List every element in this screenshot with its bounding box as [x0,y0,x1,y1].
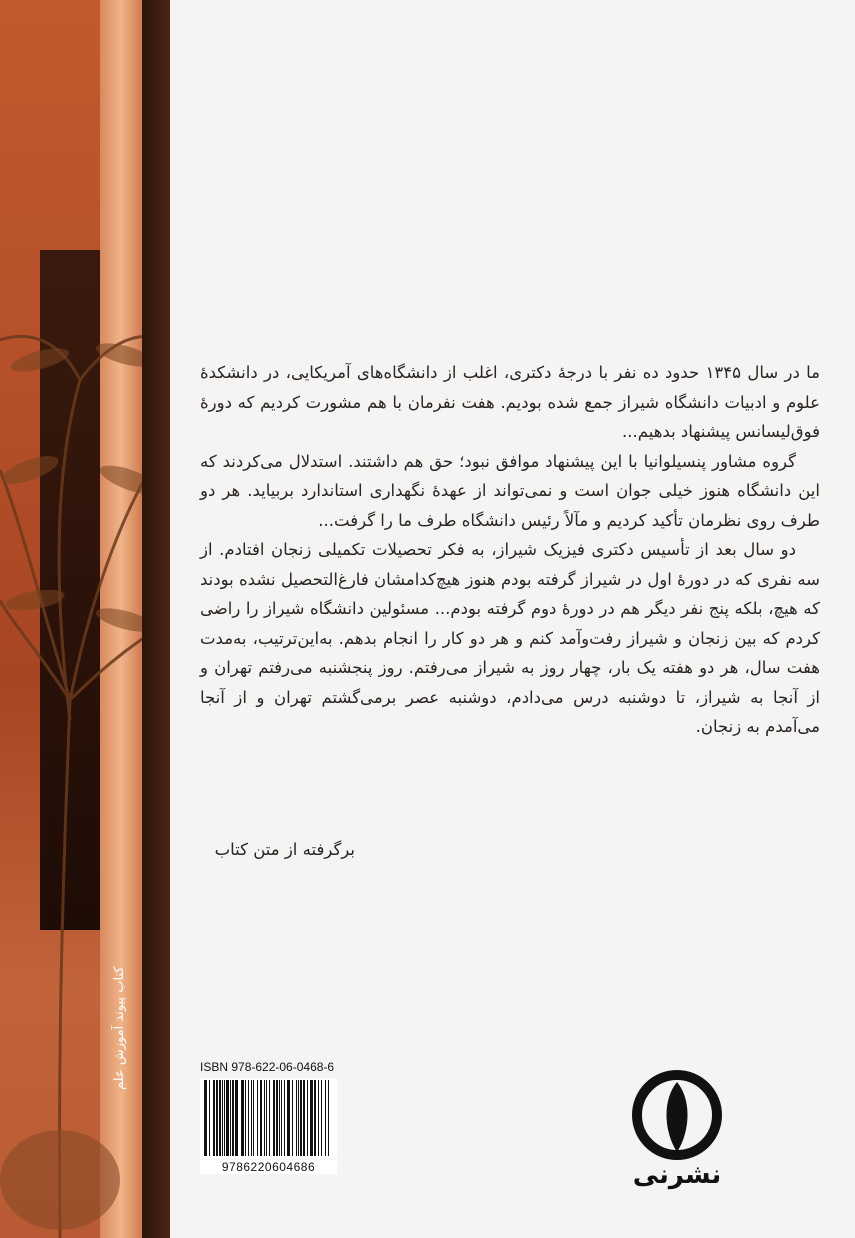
blurb-text [200,358,820,742]
barcode-bar [219,1080,221,1156]
publisher-name: نشرنی [632,1160,722,1190]
barcode-bar [253,1080,254,1156]
barcode-bar [222,1080,223,1156]
barcode-bar [216,1080,218,1156]
barcode-bar [245,1080,246,1156]
barcode-digits: 9786220604686 [200,1160,337,1174]
barcode-bar [213,1080,215,1156]
barcode-bar [298,1080,299,1156]
isbn-label: ISBN 978-622-06-0468-6 [200,1060,335,1074]
barcode-bar [325,1080,326,1156]
barcode-bar [235,1080,238,1156]
barcode-bar [307,1080,308,1156]
blurb-paragraph-3: دو سال بعد از تأسیس دکتری فیزیک شیراز، به فکر تحصیلات تکمیلی زنجان افتادم. از سه نفری که در دورهٔ اول در شیراز گرفته بودم هنوز هیچ‌کدامشان فارغ‌التحصیل نشده بودند که هیچ، بلکه پنج نفر دیگر هم در دورهٔ دوم گرفته بودم... مسئولین دانشگاه شیراز را راضی کردم که بین زنجان و شیراز رفت‌وآمد کنم و هر دو کار را انجام بدهم. به‌این‌ترتیب، به‌مدت هفت سال، هر دو هفته یک بار، چهار روز به شیراز می‌رفتم. روز پنجشنبه می‌رفتم تهران و از آنجا به شیراز، تا دوشنبه درس می‌دادم، دوشنبه عصر برمی‌گشتم تهران و از آنجا می‌آمدم به زنجان. [200,540,820,736]
barcode-bar [224,1080,225,1156]
barcode-bar [310,1080,313,1156]
barcode-bar [276,1080,278,1156]
barcode-bar [226,1080,229,1156]
blurb-paragraph-2: گروه مشاور پنسیلوانیا با این پیشنهاد موافق نبود؛ حق هم داشتند. استدلال می‌کردند که این دانشگاه هنوز خیلی جوان است و نمی‌تواند از عهدهٔ نگهداری استاندارد بربیاید. هر دو طرف روی نظرمان تأکید کردیم و مآلاً رئیس دانشگاه طرف ما را گرفت... [200,451,820,530]
barcode-bar [251,1080,252,1156]
cover-photo-strip [0,0,170,1238]
barcode-bar [314,1080,316,1156]
barcode-bar [287,1080,290,1156]
barcode-bar [248,1080,249,1156]
barcode-bar [296,1080,297,1156]
barcode-bar [264,1080,265,1156]
barcode-bar [273,1080,275,1156]
publisher-logo-icon [632,1070,722,1160]
spine-edge [142,0,170,1238]
barcode-bar [204,1080,207,1156]
isbn-barcode [200,1078,337,1158]
barcode-bar [257,1080,258,1156]
barcode-bar [292,1080,293,1156]
barcode-bar [269,1080,270,1156]
barcode-bar [260,1080,262,1156]
spine-title: کتاب پیوند آموزش علم [112,966,127,1090]
barcode-bar [279,1080,280,1156]
blurb-paragraph-1: ما در سال ۱۳۴۵ حدود ده نفر با درجهٔ دکتری، اغلب از دانشگاه‌های آمریکایی، در دانشکدهٔ علوم و ادبیات دانشگاه شیراز جمع شده بودیم. هفت نفرمان با هم مشورت کردیم که دورهٔ فوق‌لیسانس پیشنهاد بدهیم... [200,363,820,441]
barcode-bar [328,1080,329,1156]
barcode-bar [321,1080,322,1156]
barcode-bar [232,1080,234,1156]
barcode-bar [230,1080,231,1156]
barcode-bar [303,1080,305,1156]
barcode-bar [300,1080,302,1156]
barcode-bar [241,1080,244,1156]
source-note: برگرفته از متن کتاب [214,840,355,859]
barcode-bar [318,1080,319,1156]
barcode-bar [284,1080,285,1156]
barcode-bar [281,1080,282,1156]
barcode-bar [209,1080,210,1156]
barcode-bar [266,1080,267,1156]
